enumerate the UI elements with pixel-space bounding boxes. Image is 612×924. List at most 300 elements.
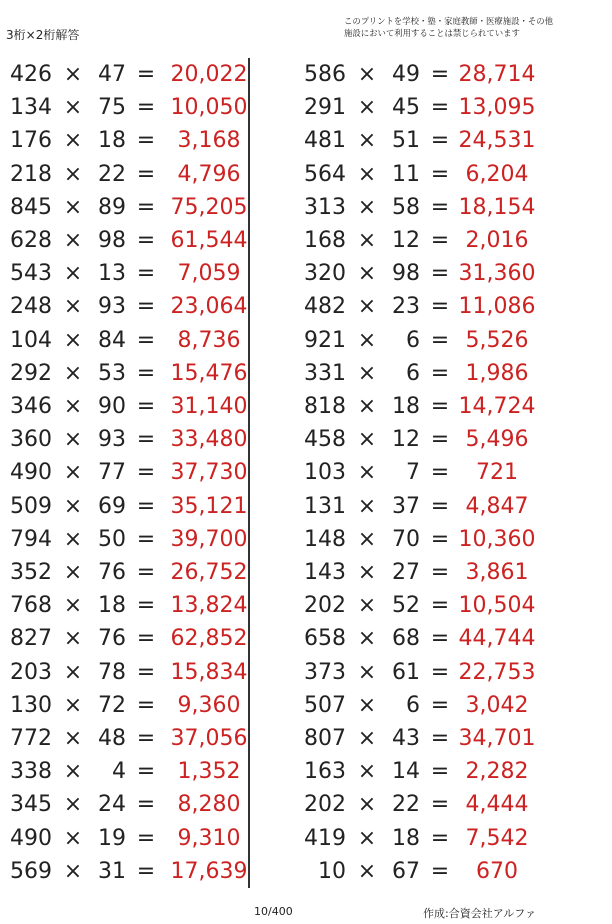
multiplicand: 845: [10, 194, 52, 220]
problem-row: [300, 722, 550, 755]
problem-row: [6, 224, 256, 257]
times-sign: ×: [63, 128, 83, 154]
times-sign: ×: [63, 726, 83, 751]
answer: 39,700: [170, 526, 248, 552]
answer: 7,059: [177, 261, 241, 287]
multiplicand: 291: [304, 95, 346, 121]
times-sign: ×: [357, 858, 377, 884]
times-sign: ×: [63, 560, 83, 585]
answer: 1,986: [465, 360, 529, 386]
answer: 31,360: [458, 261, 536, 287]
equals-sign: =: [136, 526, 156, 552]
problem-row: [300, 324, 550, 357]
times-sign: ×: [357, 825, 377, 851]
problem-row: [6, 755, 256, 788]
problem-row: [6, 124, 256, 157]
problem-row: [300, 523, 550, 556]
multiplier: 51: [392, 128, 420, 154]
multiplier: 84: [98, 327, 126, 353]
answer: 10,050: [170, 95, 248, 121]
multiplicand: 419: [304, 825, 346, 851]
multiplier: 98: [392, 261, 420, 287]
multiplicand: 320: [304, 261, 346, 287]
times-sign: ×: [63, 593, 83, 619]
equals-sign: =: [136, 726, 156, 751]
multiplier: 18: [392, 394, 420, 419]
multiplicand: 569: [10, 858, 52, 884]
problem-row: [300, 191, 550, 224]
answer: 3,168: [177, 128, 241, 154]
answer: 7,542: [465, 825, 529, 851]
answer: 13,095: [458, 95, 536, 121]
answer: 31,140: [170, 394, 248, 419]
multiplier: 72: [98, 692, 126, 718]
times-sign: ×: [357, 327, 377, 353]
multiplicand: 104: [10, 327, 52, 353]
usage-notice-line-1: このプリントを学校・塾・家庭教師・医療施設・その他: [344, 16, 554, 26]
times-sign: ×: [63, 825, 83, 851]
multiplicand: 921: [304, 327, 346, 353]
multiplier: 61: [392, 659, 420, 685]
problem-row: [300, 622, 550, 655]
multiplier: 31: [98, 858, 126, 884]
multiplier: 77: [98, 460, 126, 486]
multiplier: 18: [98, 593, 126, 619]
multiplier: 24: [98, 792, 126, 818]
answer: 4,796: [177, 161, 241, 187]
times-sign: ×: [63, 460, 83, 486]
answer: 11,086: [458, 294, 536, 320]
equals-sign: =: [430, 360, 450, 386]
page-number: 10/400: [254, 905, 293, 918]
equals-sign: =: [136, 593, 156, 619]
multiplicand: 130: [10, 692, 52, 718]
answer: 2,016: [465, 228, 529, 253]
multiplicand: 148: [304, 526, 346, 552]
equals-sign: =: [430, 858, 450, 884]
answer: 4,444: [465, 792, 529, 818]
multiplicand: 482: [304, 294, 346, 320]
times-sign: ×: [357, 394, 377, 419]
multiplicand: 131: [304, 493, 346, 519]
multiplicand: 143: [304, 560, 346, 585]
times-sign: ×: [63, 692, 83, 718]
answer: 22,753: [458, 659, 536, 685]
times-sign: ×: [357, 759, 377, 785]
multiplicand: 543: [10, 261, 52, 287]
times-sign: ×: [357, 261, 377, 287]
multiplicand: 818: [304, 394, 346, 419]
multiplicand: 768: [10, 593, 52, 619]
problem-row: [6, 91, 256, 124]
equals-sign: =: [430, 228, 450, 253]
equals-sign: =: [430, 327, 450, 353]
multiplicand: 345: [10, 792, 52, 818]
times-sign: ×: [63, 62, 83, 87]
problem-row: [300, 788, 550, 821]
equals-sign: =: [136, 560, 156, 585]
equals-sign: =: [430, 593, 450, 619]
problem-row: [6, 523, 256, 556]
multiplicand: 426: [10, 62, 52, 87]
problem-row: [300, 257, 550, 290]
problem-row: [300, 124, 550, 157]
multiplier: 58: [392, 194, 420, 220]
equals-sign: =: [136, 659, 156, 685]
problem-row: [6, 390, 256, 423]
answer: 9,310: [177, 825, 241, 851]
times-sign: ×: [357, 726, 377, 751]
multiplier: 18: [98, 128, 126, 154]
answer: 3,861: [465, 560, 529, 585]
times-sign: ×: [63, 228, 83, 253]
multiplicand: 168: [304, 228, 346, 253]
multiplier: 6: [406, 327, 420, 353]
multiplier: 76: [98, 626, 126, 652]
multiplier: 76: [98, 560, 126, 585]
problem-row: [300, 855, 550, 888]
column-divider: [248, 58, 250, 888]
times-sign: ×: [357, 228, 377, 253]
problem-row: [300, 656, 550, 689]
times-sign: ×: [63, 526, 83, 552]
equals-sign: =: [136, 261, 156, 287]
answer: 20,022: [170, 62, 248, 87]
times-sign: ×: [357, 792, 377, 818]
multiplier: 6: [406, 360, 420, 386]
multiplier: 98: [98, 228, 126, 253]
times-sign: ×: [63, 493, 83, 519]
multiplier: 45: [392, 95, 420, 121]
multiplicand: 490: [10, 460, 52, 486]
problem-row: [300, 755, 550, 788]
equals-sign: =: [430, 128, 450, 154]
equals-sign: =: [430, 427, 450, 453]
problem-row: [6, 556, 256, 589]
equals-sign: =: [430, 394, 450, 419]
equals-sign: =: [136, 294, 156, 320]
problem-row: [6, 622, 256, 655]
problem-row: [300, 423, 550, 456]
answer: 1,352: [177, 759, 241, 785]
multiplier: 4: [112, 759, 126, 785]
answer: 23,064: [170, 294, 248, 320]
problem-row: [6, 257, 256, 290]
times-sign: ×: [63, 427, 83, 453]
multiplicand: 203: [10, 659, 52, 685]
answer: 8,736: [177, 327, 241, 353]
multiplicand: 163: [304, 759, 346, 785]
multiplier: 47: [98, 62, 126, 87]
times-sign: ×: [357, 128, 377, 154]
multiplier: 11: [392, 161, 420, 187]
times-sign: ×: [357, 194, 377, 220]
multiplier: 6: [406, 692, 420, 718]
answer: 37,056: [170, 726, 248, 751]
problem-row: [6, 158, 256, 191]
equals-sign: =: [430, 825, 450, 851]
equals-sign: =: [136, 626, 156, 652]
equals-sign: =: [430, 792, 450, 818]
times-sign: ×: [357, 526, 377, 552]
equals-sign: =: [136, 95, 156, 121]
problem-row: [300, 58, 550, 91]
multiplier: 50: [98, 526, 126, 552]
multiplier: 93: [98, 294, 126, 320]
equals-sign: =: [136, 493, 156, 519]
equals-sign: =: [136, 858, 156, 884]
answer: 24,531: [458, 128, 536, 154]
multiplier: 22: [392, 792, 420, 818]
problem-row: [300, 689, 550, 722]
multiplier: 49: [392, 62, 420, 87]
answer: 15,834: [170, 659, 248, 685]
times-sign: ×: [63, 858, 83, 884]
multiplicand: 352: [10, 560, 52, 585]
answer: 5,496: [465, 427, 529, 453]
equals-sign: =: [430, 294, 450, 320]
times-sign: ×: [357, 560, 377, 585]
equals-sign: =: [136, 759, 156, 785]
equals-sign: =: [430, 560, 450, 585]
multiplier: 12: [392, 228, 420, 253]
problem-row: [6, 423, 256, 456]
answer: 75,205: [170, 194, 248, 220]
multiplicand: 202: [304, 792, 346, 818]
problem-row: [6, 788, 256, 821]
answer: 8,280: [177, 792, 241, 818]
answer: 4,847: [465, 493, 529, 519]
times-sign: ×: [63, 327, 83, 353]
equals-sign: =: [430, 62, 450, 87]
multiplicand: 507: [304, 692, 346, 718]
problem-row: [6, 656, 256, 689]
answer: 2,282: [465, 759, 529, 785]
usage-notice: [344, 15, 553, 39]
multiplier: 22: [98, 161, 126, 187]
multiplier: 27: [392, 560, 420, 585]
times-sign: ×: [63, 360, 83, 386]
times-sign: ×: [357, 659, 377, 685]
multiplier: 69: [98, 493, 126, 519]
equals-sign: =: [136, 194, 156, 220]
times-sign: ×: [357, 460, 377, 486]
multiplicand: 10: [318, 858, 346, 884]
multiplier: 53: [98, 360, 126, 386]
equals-sign: =: [136, 161, 156, 187]
multiplier: 13: [98, 261, 126, 287]
equals-sign: =: [430, 659, 450, 685]
answer: 6,204: [465, 161, 529, 187]
multiplier: 75: [98, 95, 126, 121]
problem-row: [6, 822, 256, 855]
times-sign: ×: [357, 294, 377, 320]
times-sign: ×: [357, 593, 377, 619]
times-sign: ×: [63, 759, 83, 785]
equals-sign: =: [430, 194, 450, 220]
problem-row: [300, 822, 550, 855]
answer: 721: [476, 460, 518, 486]
multiplier: 89: [98, 194, 126, 220]
times-sign: ×: [357, 626, 377, 652]
times-sign: ×: [63, 294, 83, 320]
problem-row: [6, 722, 256, 755]
multiplier: 90: [98, 394, 126, 419]
multiplier: 18: [392, 825, 420, 851]
multiplicand: 360: [10, 427, 52, 453]
multiplier: 68: [392, 626, 420, 652]
equals-sign: =: [430, 626, 450, 652]
equals-sign: =: [430, 261, 450, 287]
times-sign: ×: [63, 394, 83, 419]
multiplicand: 373: [304, 659, 346, 685]
answer: 10,504: [458, 593, 536, 619]
times-sign: ×: [357, 161, 377, 187]
times-sign: ×: [357, 427, 377, 453]
answer: 14,724: [458, 394, 536, 419]
equals-sign: =: [136, 327, 156, 353]
equals-sign: =: [136, 427, 156, 453]
multiplicand: 586: [304, 62, 346, 87]
answer: 9,360: [177, 692, 241, 718]
equals-sign: =: [136, 62, 156, 87]
problem-row: [300, 224, 550, 257]
problem-row: [300, 589, 550, 622]
times-sign: ×: [357, 62, 377, 87]
answer: 10,360: [458, 526, 536, 552]
problem-row: [6, 855, 256, 888]
author-credit: 作成:合資会社アルファ: [423, 907, 537, 920]
multiplicand: 103: [304, 460, 346, 486]
multiplicand: 176: [10, 128, 52, 154]
problem-row: [300, 390, 550, 423]
multiplier: 7: [406, 460, 420, 486]
problem-row: [6, 589, 256, 622]
multiplicand: 218: [10, 161, 52, 187]
problem-row: [6, 58, 256, 91]
page-title: 3桁×2桁解答: [6, 28, 80, 42]
answer: 34,701: [458, 726, 536, 751]
equals-sign: =: [430, 95, 450, 121]
equals-sign: =: [136, 360, 156, 386]
multiplicand: 292: [10, 360, 52, 386]
multiplicand: 509: [10, 493, 52, 519]
multiplicand: 807: [304, 726, 346, 751]
multiplier: 23: [392, 294, 420, 320]
times-sign: ×: [63, 95, 83, 121]
problem-row: [300, 556, 550, 589]
problem-row: [300, 158, 550, 191]
answer: 15,476: [170, 360, 248, 386]
problem-row: [300, 456, 550, 489]
equals-sign: =: [430, 460, 450, 486]
equals-sign: =: [136, 228, 156, 253]
answer: 5,526: [465, 327, 529, 353]
answer: 33,480: [170, 427, 248, 453]
answer: 670: [476, 858, 518, 884]
answer: 17,639: [170, 858, 248, 884]
answer: 28,714: [458, 62, 536, 87]
answer: 18,154: [458, 194, 536, 220]
problem-row: [300, 91, 550, 124]
equals-sign: =: [430, 726, 450, 751]
multiplier: 67: [392, 858, 420, 884]
answer: 3,042: [465, 692, 529, 718]
multiplicand: 628: [10, 228, 52, 253]
multiplicand: 772: [10, 726, 52, 751]
multiplicand: 458: [304, 427, 346, 453]
answer: 44,744: [458, 626, 536, 652]
times-sign: ×: [63, 194, 83, 220]
equals-sign: =: [430, 692, 450, 718]
times-sign: ×: [63, 261, 83, 287]
multiplicand: 827: [10, 626, 52, 652]
times-sign: ×: [63, 626, 83, 652]
answer: 13,824: [170, 593, 248, 619]
equals-sign: =: [136, 792, 156, 818]
times-sign: ×: [63, 659, 83, 685]
answer: 37,730: [170, 460, 248, 486]
multiplicand: 794: [10, 526, 52, 552]
times-sign: ×: [357, 95, 377, 121]
equals-sign: =: [430, 526, 450, 552]
problem-row: [6, 490, 256, 523]
equals-sign: =: [430, 161, 450, 187]
equals-sign: =: [430, 759, 450, 785]
multiplier: 52: [392, 593, 420, 619]
problem-row: [300, 490, 550, 523]
multiplicand: 248: [10, 294, 52, 320]
times-sign: ×: [357, 692, 377, 718]
multiplicand: 346: [10, 394, 52, 419]
multiplicand: 313: [304, 194, 346, 220]
problem-row: [300, 357, 550, 390]
multiplicand: 481: [304, 128, 346, 154]
equals-sign: =: [136, 460, 156, 486]
multiplier: 70: [392, 526, 420, 552]
answer: 26,752: [170, 560, 248, 585]
multiplier: 48: [98, 726, 126, 751]
multiplier: 12: [392, 427, 420, 453]
times-sign: ×: [357, 493, 377, 519]
times-sign: ×: [357, 360, 377, 386]
multiplicand: 658: [304, 626, 346, 652]
problem-row: [6, 290, 256, 323]
times-sign: ×: [63, 161, 83, 187]
problem-row: [6, 191, 256, 224]
multiplicand: 202: [304, 593, 346, 619]
multiplicand: 490: [10, 825, 52, 851]
answer: 35,121: [170, 493, 248, 519]
problem-row: [6, 456, 256, 489]
multiplicand: 331: [304, 360, 346, 386]
equals-sign: =: [136, 692, 156, 718]
problem-row: [300, 290, 550, 323]
times-sign: ×: [63, 792, 83, 818]
answer: 62,852: [170, 626, 248, 652]
multiplier: 43: [392, 726, 420, 751]
multiplier: 93: [98, 427, 126, 453]
multiplicand: 338: [10, 759, 52, 785]
multiplier: 37: [392, 493, 420, 519]
equals-sign: =: [136, 394, 156, 419]
answer: 61,544: [170, 228, 248, 253]
multiplicand: 564: [304, 161, 346, 187]
problem-row: [6, 689, 256, 722]
multiplier: 14: [392, 759, 420, 785]
equals-sign: =: [136, 128, 156, 154]
multiplier: 19: [98, 825, 126, 851]
